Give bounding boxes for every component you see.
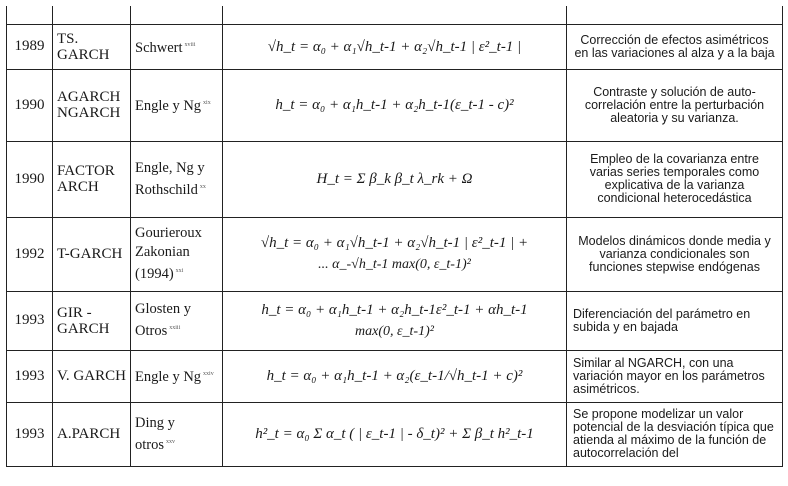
description-cell: Diferenciación del parámetro en subida y en bajada	[567, 291, 783, 350]
table-row	[7, 402, 783, 466]
formula-line: H_t = Σ β_k β_t λ_rk + Ω	[316, 171, 473, 187]
author-cell	[131, 24, 223, 69]
formula-line: √h_t = α₀ + α₁√h_t-1 + α₂√h_t-1 | ε²_t-1 | +	[260, 235, 529, 251]
formula-cell	[223, 402, 567, 466]
table-row	[7, 24, 783, 69]
description-cell: Contraste y solución de auto-correlación entre la perturbación aleatoria y su varianza.	[567, 69, 783, 141]
description-cell: Modelos dinámicos donde media y varianza condicionales son funciones stepwise endógenas	[567, 217, 783, 291]
formula-line: √h_t = α₀ + α₁√h_t-1 + α₂√h_t-1 | ε²_t-1 |	[267, 38, 522, 55]
author-reference: xviii	[184, 41, 196, 48]
author-name: Glosten y Otros	[135, 301, 191, 339]
formula-cell	[223, 24, 567, 69]
model-cell: TS. GARCH	[53, 24, 131, 69]
author-name: Gourieroux Zakonian (1994)	[135, 225, 202, 282]
formula-cell	[223, 291, 567, 350]
author-reference: xx	[199, 183, 206, 190]
formula-cell	[223, 141, 567, 217]
formula-line: h²_t = α₀ Σ α_t ( | ε_t-1 | - δ_t)² + Σ β_t h²_t-1	[255, 426, 534, 442]
year-cell: 1990	[7, 69, 53, 141]
year-cell: 1993	[7, 291, 53, 350]
author-reference: xxiv	[203, 371, 214, 378]
year-cell: 1989	[7, 24, 53, 69]
author-cell	[131, 141, 223, 217]
author-reference: xix	[203, 100, 211, 107]
formula-line: h_t = α₀ + α₁h_t-1 + α₂h_t-1(ε_t-1 - c)²	[275, 97, 514, 113]
description-cell: Corrección de efectos asimétricos en las variaciones al alza y a la baja	[567, 24, 783, 69]
author-cell	[131, 402, 223, 466]
model-cell: V. GARCH	[53, 350, 131, 402]
author-name: Ding y otros	[135, 414, 175, 453]
table-row	[7, 350, 783, 402]
author-reference: xxv	[166, 438, 175, 445]
author-reference: xxiii	[169, 325, 181, 332]
formula-line-continued: ... α_-√h_t-1 max(0, ε_t-1)²	[318, 257, 471, 272]
year-cell: 1993	[7, 350, 53, 402]
model-cell: FACTOR ARCH	[53, 141, 131, 217]
garch-models-table-page	[6, 6, 782, 478]
model-cell: T-GARCH	[53, 217, 131, 291]
author-cell	[131, 350, 223, 402]
garch-models-table	[6, 6, 783, 467]
formula-line-continued: max(0, ε_t-1)²	[355, 323, 434, 339]
model-cell: GIR - GARCH	[53, 291, 131, 350]
table-row	[7, 69, 783, 141]
formula-cell	[223, 217, 567, 291]
author-name: Engle y Ng	[135, 368, 202, 385]
formula-line: h_t = α₀ + α₁h_t-1 + α₂h_t-1ε²_t-1 + αh_t-1	[261, 301, 528, 318]
formula-cell	[223, 350, 567, 402]
author-cell	[131, 291, 223, 350]
author-cell	[131, 217, 223, 291]
table-row	[7, 217, 783, 291]
author-name: Schwert	[135, 39, 183, 56]
table-row	[7, 291, 783, 350]
formula-cell	[223, 69, 567, 141]
author-name: Engle, Ng y Rothschild	[135, 159, 205, 198]
year-cell: 1990	[7, 141, 53, 217]
table-top-border-row	[7, 6, 783, 24]
model-cell: AGARCH NGARCH	[53, 69, 131, 141]
year-cell: 1993	[7, 402, 53, 466]
model-cell: A.PARCH	[53, 402, 131, 466]
year-cell: 1992	[7, 217, 53, 291]
author-name: Engle y Ng	[135, 97, 202, 114]
description-cell: Se propone modelizar un valor potencial de la desviación típica que atienda al máximo de la función de autocorrelación del	[567, 402, 783, 466]
author-cell	[131, 69, 223, 141]
table-row	[7, 141, 783, 217]
description-cell: Empleo de la covarianza entre varias series temporales como explicativa de la varianza condicional heterocedástica	[567, 141, 783, 217]
description-cell: Similar al NGARCH, con una variación mayor en los parámetros asimétricos.	[567, 350, 783, 402]
author-reference: xxi	[175, 268, 184, 275]
formula-line: h_t = α₀ + α₁h_t-1 + α₂(ε_t-1/√h_t-1 + c)²	[266, 368, 523, 384]
